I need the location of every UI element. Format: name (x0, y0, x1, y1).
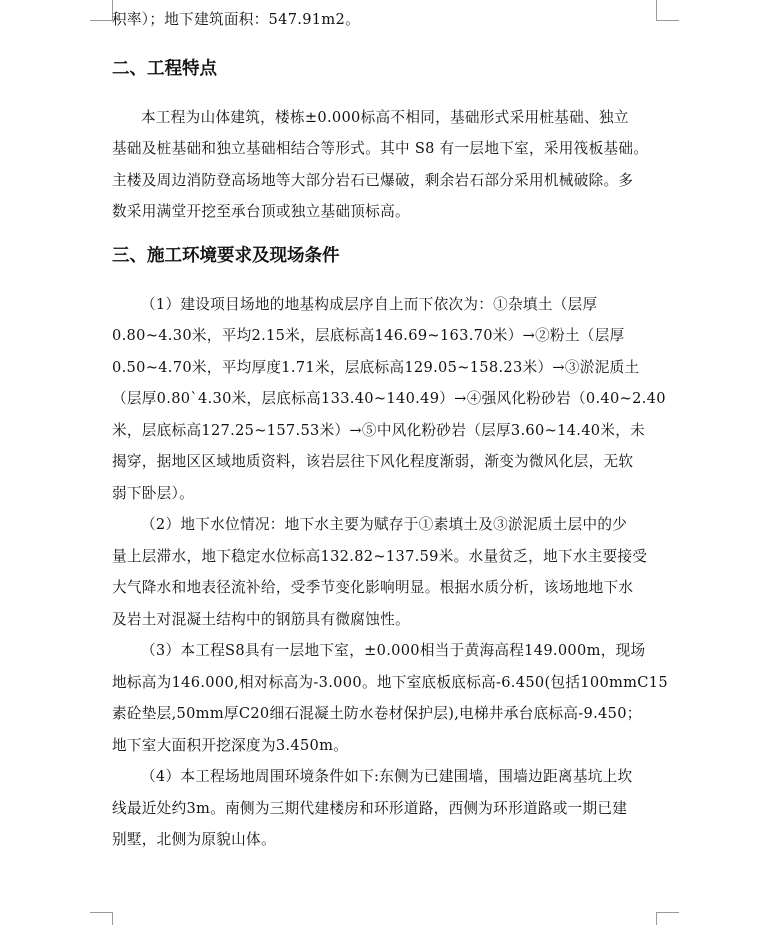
paragraph-line: 0.50~4.70米，平均厚度1.71米，层底标高129.05~158.23米）→③淤泥质土 (112, 358, 640, 376)
paragraph-line: （4）本工程场地周围环境条件如下:东侧为已建围墙，围墙边距离基坑上坎 (141, 768, 633, 785)
paragraph-line: （层厚0.80`4.30米，层底标高133.40~140.49）→④强风化粉砂岩（0.40~2.40 (112, 390, 666, 407)
paragraph-line: 别墅，北侧为原貌山体。 (112, 831, 276, 848)
paragraph-line: 地下室大面积开挖深度为3.450m。 (112, 736, 349, 754)
paragraph-line: 素砼垫层,50mm厚C20细石混凝土防水卷材保护层),电梯井承台底标高-9.450； (112, 705, 642, 722)
paragraph-line: 弱下卧层）。 (112, 484, 195, 502)
paragraph-line: 大气降水和地表径流补给，受季节变化影响明显。根据水质分析，该场地地下水 (112, 579, 634, 596)
page-corner-mark-bottom-left (90, 912, 113, 925)
paragraph-engineering-features (112, 102, 660, 228)
paragraph-line: 主楼及周边消防登高场地等大部分岩石已爆破，剩余岩石部分采用机械破除。多 (112, 171, 634, 189)
paragraph-line: 数采用满堂开挖至承台顶或独立基础顶标高。 (112, 203, 410, 220)
continued-text-line: 积率）；地下建筑面积：547.91m2。 (112, 11, 361, 28)
paragraph-line: 基础及桩基础和独立基础相结合等形式。其中 S8 有一层地下室，采用筏板基础。 (112, 140, 649, 157)
document-body (112, 4, 668, 856)
section-heading-site-conditions: 三、施工环境要求及现场条件 (112, 245, 340, 266)
paragraph-groundwater (112, 509, 660, 635)
page-corner-mark-bottom-right (656, 912, 679, 925)
section-heading-engineering-features: 二、工程特点 (112, 58, 217, 79)
paragraph-basement-elevation (112, 635, 668, 761)
paragraph-line: （1）建设项目场地的地基构成层序自上而下依次为：①杂填土（层厚 (141, 295, 598, 313)
paragraph-line: 揭穿，据地区区域地质资料，该岩层往下风化程度渐弱，渐变为微风化层，无软 (112, 453, 634, 470)
paragraph-line: 量上层滞水，地下稳定水位标高132.82~137.59米。水量贫乏，地下水主要接受 (112, 547, 648, 565)
page-corner-mark-top-left (90, 0, 113, 21)
paragraph-line: 0.80~4.30米，平均2.15米，层底标高146.69~163.70米）→②粉土（层厚 (112, 327, 625, 344)
paragraph-line: 及岩土对混凝土结构中的钢筋具有微腐蚀性。 (112, 610, 410, 628)
paragraph-line: 地标高为146.000,相对标高为-3.000。地下室底板底标高-6.450(包括100mmC15 (112, 673, 668, 691)
paragraph-surroundings (112, 761, 660, 856)
paragraph-line: 本工程为山体建筑，楼栋±0.000标高不相同，基础形式采用桩基础、独立 (141, 108, 629, 126)
paragraph-foundation-layers (112, 289, 666, 510)
paragraph-line: 线最近处约3m。南侧为三期代建楼房和环形道路，西侧为环形道路或一期已建 (112, 799, 628, 817)
paragraph-line: （3）本工程S8具有一层地下室，±0.000相当于黄海高程149.000m，现场 (141, 642, 646, 659)
paragraph-line: 米，层底标高127.25~157.53米）→⑤中风化粉砂岩（层厚3.60~14.40米，未 (112, 421, 646, 439)
paragraph-line: （2）地下水位情况：地下水主要为赋存于①素填土及③淤泥质土层中的少 (141, 516, 628, 533)
